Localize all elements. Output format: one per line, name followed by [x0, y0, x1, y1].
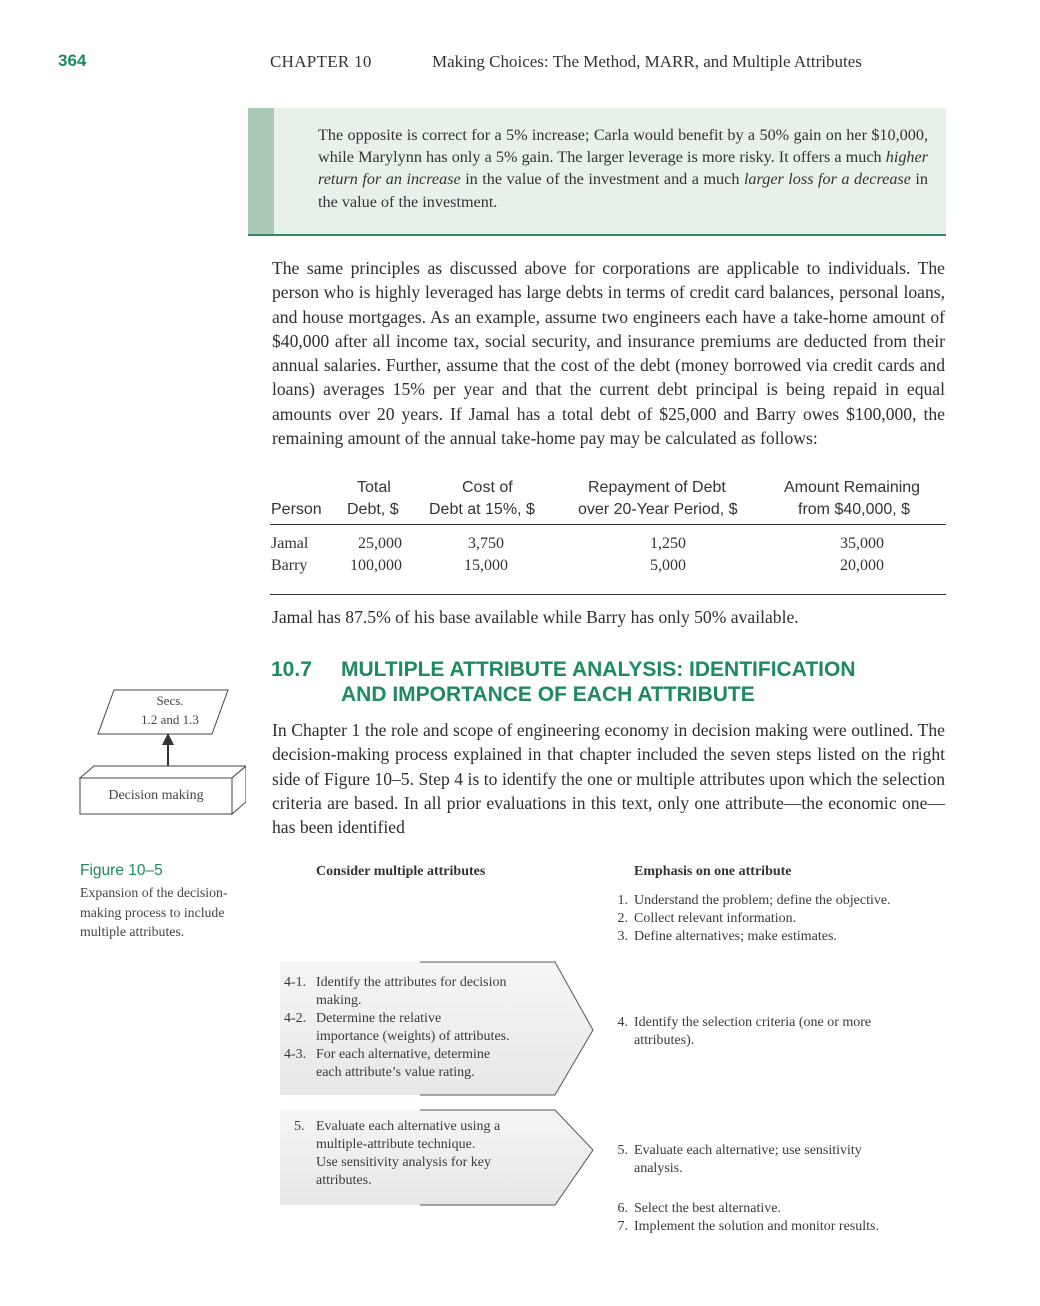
table-cell: Barry	[271, 557, 308, 574]
table-cell: 15,000	[464, 557, 508, 574]
right-step-5: 5. Evaluate each alternative; use sensitivity analysis.	[617, 1143, 862, 1176]
section-title: AND IMPORTANCE OF EACH ATTRIBUTE	[341, 683, 755, 706]
table-cell: 100,000	[350, 557, 402, 574]
step-item: 2. Collect relevant information.	[617, 911, 797, 926]
chapter-title: Making Choices: The Method, MARR, and Multiple Attributes	[432, 52, 862, 71]
reference-secs-range: 1.2 and 1.3	[141, 712, 199, 727]
step-item: 4-2. Determine the relative importance (weights) of attributes.	[284, 1011, 510, 1044]
table-header: over 20-Year Period, $	[578, 501, 738, 518]
figure-label: Figure 10–5	[80, 862, 163, 879]
table-header: Amount Remaining	[784, 479, 921, 496]
step-item: 4-1. Identify the attributes for decision making.	[284, 975, 507, 1008]
section-title: MULTIPLE ATTRIBUTE ANALYSIS: IDENTIFICATION	[341, 658, 856, 681]
section-number: 10.7	[271, 658, 312, 681]
decision-making-label: Decision making	[108, 788, 204, 803]
table-rule	[270, 524, 946, 525]
right-steps-bottom	[606, 1200, 879, 1236]
body-paragraph: Jamal has 87.5% of his base available while Barry has only 50% available.	[272, 607, 799, 627]
table-rule	[270, 594, 946, 595]
figure-caption: Expansion of the decision-making process to include multiple attributes.	[80, 885, 228, 940]
note-accent-bar	[248, 108, 274, 234]
left-steps-4	[284, 974, 554, 1082]
right-steps-top	[606, 892, 891, 946]
table-header: Total	[357, 479, 391, 496]
body-paragraph: The same principles as discussed above for corporations are applicable to individuals. The person who is highly leveraged has large debts in terms of credit card balances, personal loans, and house mortgages. As an example, assume two engineers each have a take-home amount of $40,000 after all income tax, social security, and insurance premiums are deducted from their annual salaries. Further, assume that the cost of the debt (money borrowed via credit cards and loans) averages 15% per year and that the current debt principal is being repaid in equal amounts over 20 years. If Jamal has a total debt of $25,000 and Barry owes $100,000, the remaining amount of the annual take-home pay may be calculated as follows:	[272, 258, 945, 449]
table-header: Cost of	[462, 479, 513, 496]
body-paragraph: In Chapter 1 the role and scope of engineering economy in decision making were outlined. The decision-making process explained in that chapter included the seven steps listed on the right side of Figure 10–5. Step 4 is to identify the one or multiple attributes upon which the selection criteria are based. In all prior evaluations in this text, only one attribute—the economic one—has been identified	[272, 720, 945, 838]
table-header: from $40,000, $	[798, 501, 911, 518]
margin-reference-diagram	[76, 688, 246, 824]
table-cell: 1,250	[650, 535, 686, 552]
chapter-label: CHAPTER 10	[270, 52, 372, 71]
reference-secs-label: Secs.	[156, 693, 184, 708]
page-number: 364	[58, 51, 87, 70]
step-item: 7. Implement the solution and monitor results.	[617, 1219, 879, 1234]
left-column-heading: Consider multiple attributes	[316, 864, 486, 879]
table-cell: 35,000	[840, 535, 884, 552]
table-header: Debt at 15%, $	[429, 501, 535, 518]
table-header: Repayment of Debt	[588, 479, 726, 496]
left-step-5: 5. Evaluate each alternative using a multiple-attribute technique. Use sensitivity analysis for key attributes.	[294, 1119, 501, 1188]
step-item: 1. Understand the problem; define the objective.	[617, 893, 891, 908]
table-cell: 25,000	[358, 535, 402, 552]
debt-table	[270, 478, 946, 600]
table-header: Debt, $	[347, 501, 399, 518]
step-item: 3. Define alternatives; make estimates.	[617, 929, 837, 944]
note-text: The opposite is correct for a 5% increase; Carla would benefit by a 50% gain on her $10,000, while Marylynn has only a 5% gain. The larger leverage is more risky. It offers a much higher return for an increase in the value of the investment and a much larger loss for a decrease in the value of the investment.	[318, 126, 928, 211]
right-step-4: 4. Identify the selection criteria (one or more attributes).	[617, 1015, 872, 1048]
table-header: Person	[271, 501, 322, 518]
step-item: 6. Select the best alternative.	[617, 1201, 781, 1216]
table-cell: 5,000	[650, 557, 686, 574]
table-cell: Jamal	[271, 535, 309, 552]
step-item: 4-3. For each alternative, determine each attribute’s value rating.	[284, 1047, 491, 1080]
figure-10-5	[270, 860, 950, 1260]
table-cell: 3,750	[468, 535, 504, 552]
table-cell: 20,000	[840, 557, 884, 574]
right-column-heading: Emphasis on one attribute	[634, 864, 792, 879]
